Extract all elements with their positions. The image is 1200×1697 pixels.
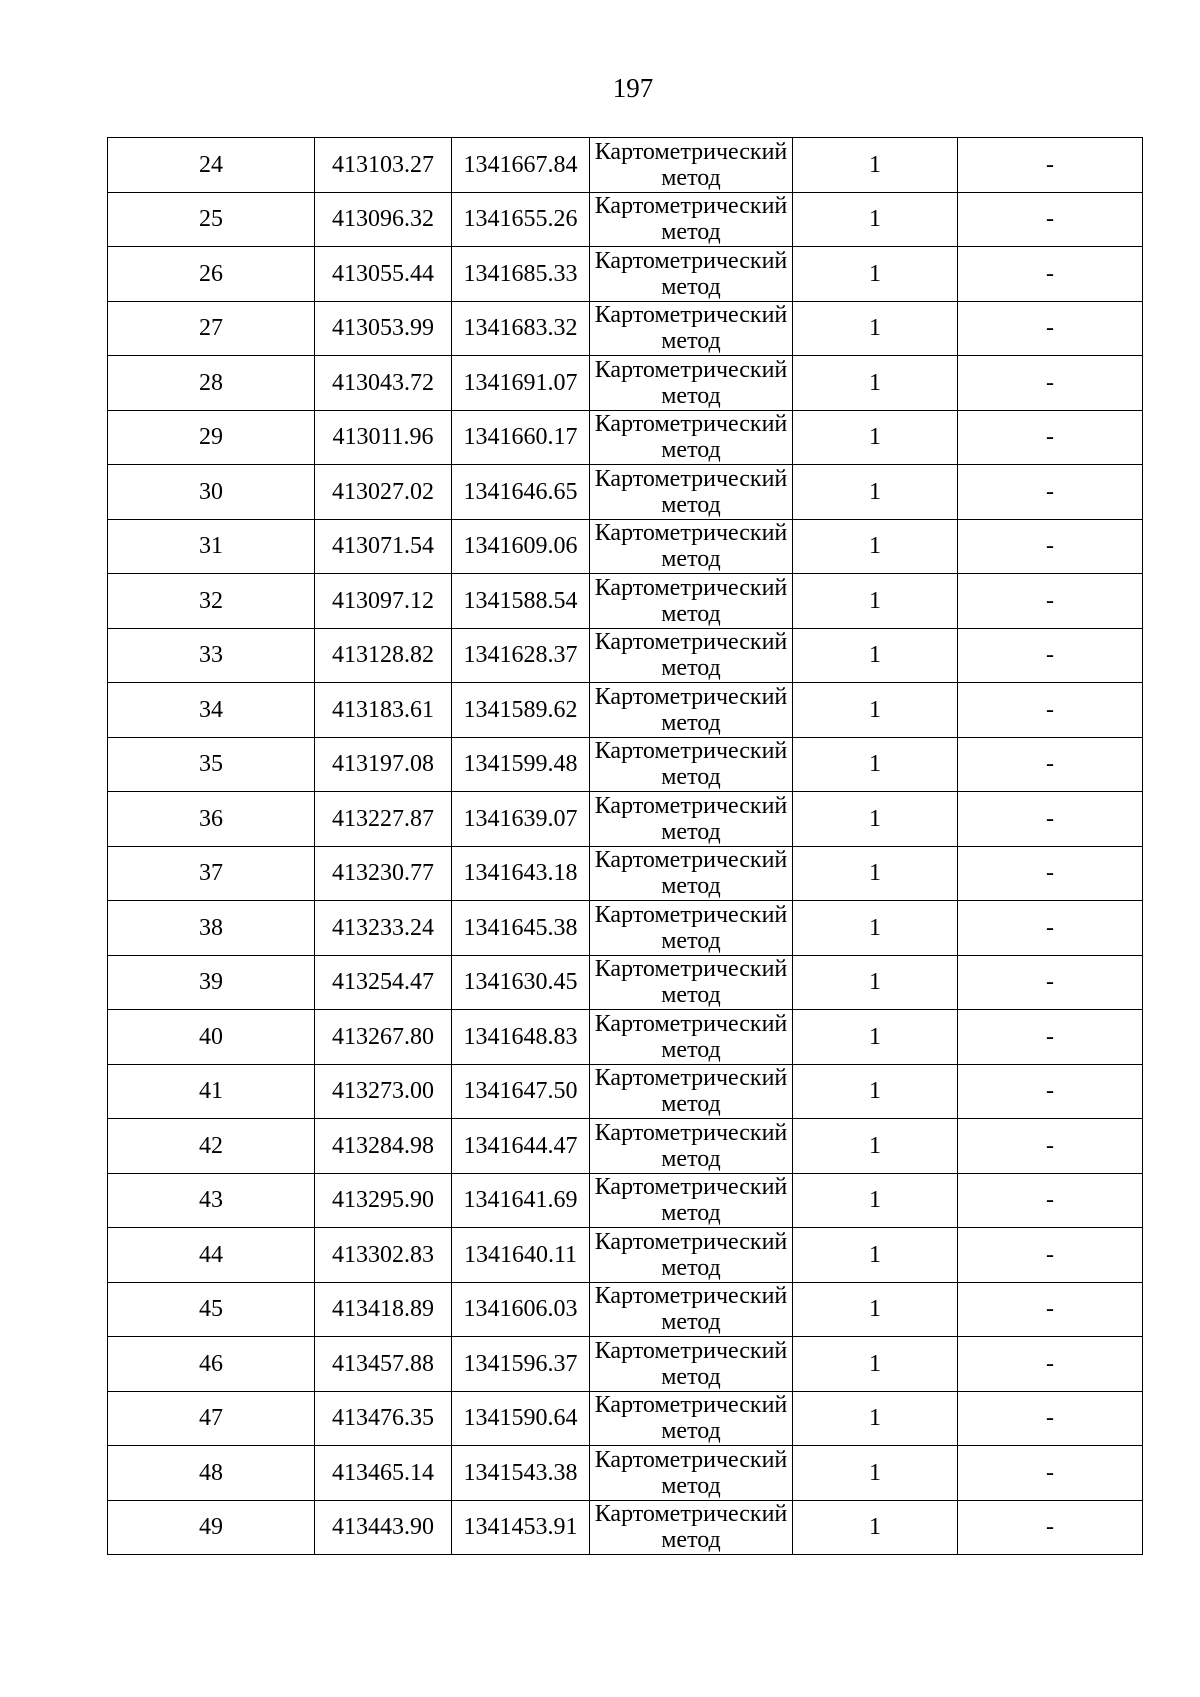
method-line-1: Картометрический xyxy=(594,1228,788,1255)
table-row xyxy=(108,519,1143,574)
method-cell xyxy=(590,519,793,574)
point-number-cell: 28 xyxy=(108,356,315,411)
accuracy-cell: 1 xyxy=(793,1391,958,1446)
method-line-1: Картометрический xyxy=(594,1337,788,1364)
description-cell: - xyxy=(958,955,1143,1010)
table-row xyxy=(108,792,1143,847)
x-coordinate-cell: 413227.87 xyxy=(315,792,452,847)
method-cell xyxy=(590,1064,793,1119)
method-line-1: Картометрический xyxy=(594,847,788,874)
accuracy-cell: 1 xyxy=(793,846,958,901)
method-line-2: метод xyxy=(661,328,721,355)
table-row xyxy=(108,356,1143,411)
point-number-cell: 26 xyxy=(108,247,315,302)
point-number-cell: 36 xyxy=(108,792,315,847)
method-line-2: метод xyxy=(661,873,721,900)
method-line-2: метод xyxy=(661,764,721,791)
y-coordinate-cell: 1341606.03 xyxy=(452,1282,590,1337)
method-line-2: метод xyxy=(661,1527,721,1554)
description-cell: - xyxy=(958,901,1143,956)
y-coordinate-cell: 1341685.33 xyxy=(452,247,590,302)
method-line-2: метод xyxy=(661,1309,721,1336)
table-row xyxy=(108,1337,1143,1392)
method-line-1: Картометрический xyxy=(594,411,788,438)
description-cell: - xyxy=(958,1119,1143,1174)
method-line-2: метод xyxy=(661,600,721,627)
method-cell xyxy=(590,737,793,792)
x-coordinate-cell: 413465.14 xyxy=(315,1446,452,1501)
method-line-1: Картометрический xyxy=(594,1174,788,1201)
description-cell: - xyxy=(958,192,1143,247)
method-line-1: Картометрический xyxy=(594,1501,788,1528)
method-line-2: метод xyxy=(661,1418,721,1445)
method-line-2: метод xyxy=(661,546,721,573)
accuracy-cell: 1 xyxy=(793,737,958,792)
x-coordinate-cell: 413183.61 xyxy=(315,683,452,738)
point-number-cell: 32 xyxy=(108,574,315,629)
accuracy-cell: 1 xyxy=(793,1119,958,1174)
description-cell: - xyxy=(958,1228,1143,1283)
method-line-1: Картометрический xyxy=(594,792,788,819)
method-cell xyxy=(590,1391,793,1446)
y-coordinate-cell: 1341645.38 xyxy=(452,901,590,956)
x-coordinate-cell: 413043.72 xyxy=(315,356,452,411)
x-coordinate-cell: 413476.35 xyxy=(315,1391,452,1446)
method-line-1: Картометрический xyxy=(594,302,788,329)
description-cell: - xyxy=(958,1282,1143,1337)
description-cell: - xyxy=(958,574,1143,629)
table-row xyxy=(108,192,1143,247)
accuracy-cell: 1 xyxy=(793,465,958,520)
y-coordinate-cell: 1341660.17 xyxy=(452,410,590,465)
method-cell xyxy=(590,1337,793,1392)
table-row xyxy=(108,410,1143,465)
table-row xyxy=(108,737,1143,792)
table-row xyxy=(108,1010,1143,1065)
x-coordinate-cell: 413302.83 xyxy=(315,1228,452,1283)
accuracy-cell: 1 xyxy=(793,1064,958,1119)
x-coordinate-cell: 413128.82 xyxy=(315,628,452,683)
description-cell: - xyxy=(958,628,1143,683)
description-cell: - xyxy=(958,138,1143,193)
x-coordinate-cell: 413233.24 xyxy=(315,901,452,956)
method-line-2: метод xyxy=(661,982,721,1009)
point-number-cell: 37 xyxy=(108,846,315,901)
y-coordinate-cell: 1341643.18 xyxy=(452,846,590,901)
x-coordinate-cell: 413053.99 xyxy=(315,301,452,356)
accuracy-cell: 1 xyxy=(793,1010,958,1065)
point-number-cell: 33 xyxy=(108,628,315,683)
table-row xyxy=(108,1500,1143,1555)
y-coordinate-cell: 1341667.84 xyxy=(452,138,590,193)
method-line-1: Картометрический xyxy=(594,193,788,220)
method-line-2: метод xyxy=(661,273,721,300)
accuracy-cell: 1 xyxy=(793,519,958,574)
point-number-cell: 24 xyxy=(108,138,315,193)
description-cell: - xyxy=(958,1500,1143,1555)
accuracy-cell: 1 xyxy=(793,792,958,847)
point-number-cell: 43 xyxy=(108,1173,315,1228)
method-cell xyxy=(590,465,793,520)
accuracy-cell: 1 xyxy=(793,138,958,193)
point-number-cell: 25 xyxy=(108,192,315,247)
point-number-cell: 38 xyxy=(108,901,315,956)
method-cell xyxy=(590,955,793,1010)
description-cell: - xyxy=(958,1173,1143,1228)
method-line-2: метод xyxy=(661,382,721,409)
x-coordinate-cell: 413027.02 xyxy=(315,465,452,520)
y-coordinate-cell: 1341628.37 xyxy=(452,628,590,683)
method-line-1: Картометрический xyxy=(594,1065,788,1092)
method-line-2: метод xyxy=(661,1200,721,1227)
y-coordinate-cell: 1341453.91 xyxy=(452,1500,590,1555)
table-row xyxy=(108,301,1143,356)
method-line-1: Картометрический xyxy=(594,683,788,710)
y-coordinate-cell: 1341648.83 xyxy=(452,1010,590,1065)
x-coordinate-cell: 413071.54 xyxy=(315,519,452,574)
method-cell xyxy=(590,138,793,193)
x-coordinate-cell: 413230.77 xyxy=(315,846,452,901)
y-coordinate-cell: 1341590.64 xyxy=(452,1391,590,1446)
y-coordinate-cell: 1341588.54 xyxy=(452,574,590,629)
coordinates-table-body xyxy=(108,138,1143,1555)
method-line-1: Картометрический xyxy=(594,465,788,492)
accuracy-cell: 1 xyxy=(793,356,958,411)
x-coordinate-cell: 413295.90 xyxy=(315,1173,452,1228)
description-cell: - xyxy=(958,1064,1143,1119)
method-line-2: метод xyxy=(661,709,721,736)
x-coordinate-cell: 413011.96 xyxy=(315,410,452,465)
y-coordinate-cell: 1341609.06 xyxy=(452,519,590,574)
table-row xyxy=(108,1391,1143,1446)
method-line-2: метод xyxy=(661,927,721,954)
method-cell xyxy=(590,247,793,302)
accuracy-cell: 1 xyxy=(793,410,958,465)
description-cell: - xyxy=(958,1337,1143,1392)
y-coordinate-cell: 1341639.07 xyxy=(452,792,590,847)
point-number-cell: 47 xyxy=(108,1391,315,1446)
method-line-1: Картометрический xyxy=(594,1010,788,1037)
y-coordinate-cell: 1341646.65 xyxy=(452,465,590,520)
table-row xyxy=(108,465,1143,520)
accuracy-cell: 1 xyxy=(793,1228,958,1283)
method-line-1: Картометрический xyxy=(594,1119,788,1146)
method-line-1: Картометрический xyxy=(594,1392,788,1419)
table-row xyxy=(108,574,1143,629)
method-line-1: Картометрический xyxy=(594,738,788,765)
method-cell xyxy=(590,1173,793,1228)
point-number-cell: 45 xyxy=(108,1282,315,1337)
page-number: 197 xyxy=(612,73,654,103)
method-line-1: Картометрический xyxy=(594,1446,788,1473)
method-line-1: Картометрический xyxy=(594,1283,788,1310)
accuracy-cell: 1 xyxy=(793,955,958,1010)
method-cell xyxy=(590,846,793,901)
method-line-2: метод xyxy=(661,1036,721,1063)
method-line-2: метод xyxy=(661,1254,721,1281)
method-cell xyxy=(590,901,793,956)
y-coordinate-cell: 1341589.62 xyxy=(452,683,590,738)
method-line-2: метод xyxy=(661,1472,721,1499)
table-row xyxy=(108,846,1143,901)
description-cell: - xyxy=(958,846,1143,901)
point-number-cell: 27 xyxy=(108,301,315,356)
x-coordinate-cell: 413418.89 xyxy=(315,1282,452,1337)
x-coordinate-cell: 413267.80 xyxy=(315,1010,452,1065)
y-coordinate-cell: 1341691.07 xyxy=(452,356,590,411)
point-number-cell: 29 xyxy=(108,410,315,465)
y-coordinate-cell: 1341641.69 xyxy=(452,1173,590,1228)
method-line-1: Картометрический xyxy=(594,247,788,274)
description-cell: - xyxy=(958,1446,1143,1501)
accuracy-cell: 1 xyxy=(793,574,958,629)
point-number-cell: 49 xyxy=(108,1500,315,1555)
description-cell: - xyxy=(958,737,1143,792)
table-row xyxy=(108,628,1143,683)
y-coordinate-cell: 1341683.32 xyxy=(452,301,590,356)
table-row xyxy=(108,955,1143,1010)
description-cell: - xyxy=(958,410,1143,465)
method-cell xyxy=(590,574,793,629)
x-coordinate-cell: 413055.44 xyxy=(315,247,452,302)
description-cell: - xyxy=(958,465,1143,520)
x-coordinate-cell: 413197.08 xyxy=(315,737,452,792)
method-cell xyxy=(590,1282,793,1337)
x-coordinate-cell: 413457.88 xyxy=(315,1337,452,1392)
y-coordinate-cell: 1341647.50 xyxy=(452,1064,590,1119)
accuracy-cell: 1 xyxy=(793,1337,958,1392)
method-line-2: метод xyxy=(661,1091,721,1118)
description-cell: - xyxy=(958,683,1143,738)
description-cell: - xyxy=(958,301,1143,356)
method-line-1: Картометрический xyxy=(594,138,788,165)
point-number-cell: 40 xyxy=(108,1010,315,1065)
method-line-1: Картометрический xyxy=(594,956,788,983)
table-row xyxy=(108,1282,1143,1337)
table-row xyxy=(108,683,1143,738)
method-cell xyxy=(590,356,793,411)
point-number-cell: 39 xyxy=(108,955,315,1010)
coordinates-table xyxy=(107,137,1143,1555)
y-coordinate-cell: 1341655.26 xyxy=(452,192,590,247)
table-row xyxy=(108,138,1143,193)
table-row xyxy=(108,1446,1143,1501)
table-row xyxy=(108,247,1143,302)
table-row xyxy=(108,1173,1143,1228)
method-line-2: метод xyxy=(661,164,721,191)
x-coordinate-cell: 413254.47 xyxy=(315,955,452,1010)
method-cell xyxy=(590,1228,793,1283)
method-line-1: Картометрический xyxy=(594,356,788,383)
method-cell xyxy=(590,192,793,247)
accuracy-cell: 1 xyxy=(793,1282,958,1337)
accuracy-cell: 1 xyxy=(793,247,958,302)
point-number-cell: 41 xyxy=(108,1064,315,1119)
description-cell: - xyxy=(958,247,1143,302)
method-cell xyxy=(590,1500,793,1555)
x-coordinate-cell: 413273.00 xyxy=(315,1064,452,1119)
point-number-cell: 46 xyxy=(108,1337,315,1392)
method-line-1: Картометрический xyxy=(594,629,788,656)
method-cell xyxy=(590,683,793,738)
method-cell xyxy=(590,410,793,465)
point-number-cell: 42 xyxy=(108,1119,315,1174)
point-number-cell: 48 xyxy=(108,1446,315,1501)
method-line-2: метод xyxy=(661,1363,721,1390)
x-coordinate-cell: 413103.27 xyxy=(315,138,452,193)
y-coordinate-cell: 1341644.47 xyxy=(452,1119,590,1174)
description-cell: - xyxy=(958,1010,1143,1065)
method-line-2: метод xyxy=(661,219,721,246)
x-coordinate-cell: 413284.98 xyxy=(315,1119,452,1174)
method-line-2: метод xyxy=(661,818,721,845)
method-cell xyxy=(590,1446,793,1501)
method-line-1: Картометрический xyxy=(594,574,788,601)
description-cell: - xyxy=(958,1391,1143,1446)
y-coordinate-cell: 1341640.11 xyxy=(452,1228,590,1283)
point-number-cell: 44 xyxy=(108,1228,315,1283)
method-line-2: метод xyxy=(661,655,721,682)
point-number-cell: 35 xyxy=(108,737,315,792)
accuracy-cell: 1 xyxy=(793,683,958,738)
y-coordinate-cell: 1341630.45 xyxy=(452,955,590,1010)
method-cell xyxy=(590,1010,793,1065)
method-line-1: Картометрический xyxy=(594,520,788,547)
y-coordinate-cell: 1341599.48 xyxy=(452,737,590,792)
description-cell: - xyxy=(958,356,1143,411)
accuracy-cell: 1 xyxy=(793,628,958,683)
method-line-1: Картометрический xyxy=(594,901,788,928)
table-row xyxy=(108,1228,1143,1283)
method-cell xyxy=(590,792,793,847)
table-row xyxy=(108,1064,1143,1119)
method-cell xyxy=(590,1119,793,1174)
accuracy-cell: 1 xyxy=(793,1173,958,1228)
table-row xyxy=(108,1119,1143,1174)
y-coordinate-cell: 1341543.38 xyxy=(452,1446,590,1501)
table-row xyxy=(108,901,1143,956)
method-line-2: метод xyxy=(661,437,721,464)
x-coordinate-cell: 413096.32 xyxy=(315,192,452,247)
point-number-cell: 31 xyxy=(108,519,315,574)
method-cell xyxy=(590,301,793,356)
accuracy-cell: 1 xyxy=(793,301,958,356)
accuracy-cell: 1 xyxy=(793,1446,958,1501)
method-cell xyxy=(590,628,793,683)
method-line-2: метод xyxy=(661,491,721,518)
description-cell: - xyxy=(958,792,1143,847)
description-cell: - xyxy=(958,519,1143,574)
point-number-cell: 30 xyxy=(108,465,315,520)
x-coordinate-cell: 413443.90 xyxy=(315,1500,452,1555)
accuracy-cell: 1 xyxy=(793,901,958,956)
method-line-2: метод xyxy=(661,1145,721,1172)
x-coordinate-cell: 413097.12 xyxy=(315,574,452,629)
y-coordinate-cell: 1341596.37 xyxy=(452,1337,590,1392)
point-number-cell: 34 xyxy=(108,683,315,738)
accuracy-cell: 1 xyxy=(793,1500,958,1555)
accuracy-cell: 1 xyxy=(793,192,958,247)
